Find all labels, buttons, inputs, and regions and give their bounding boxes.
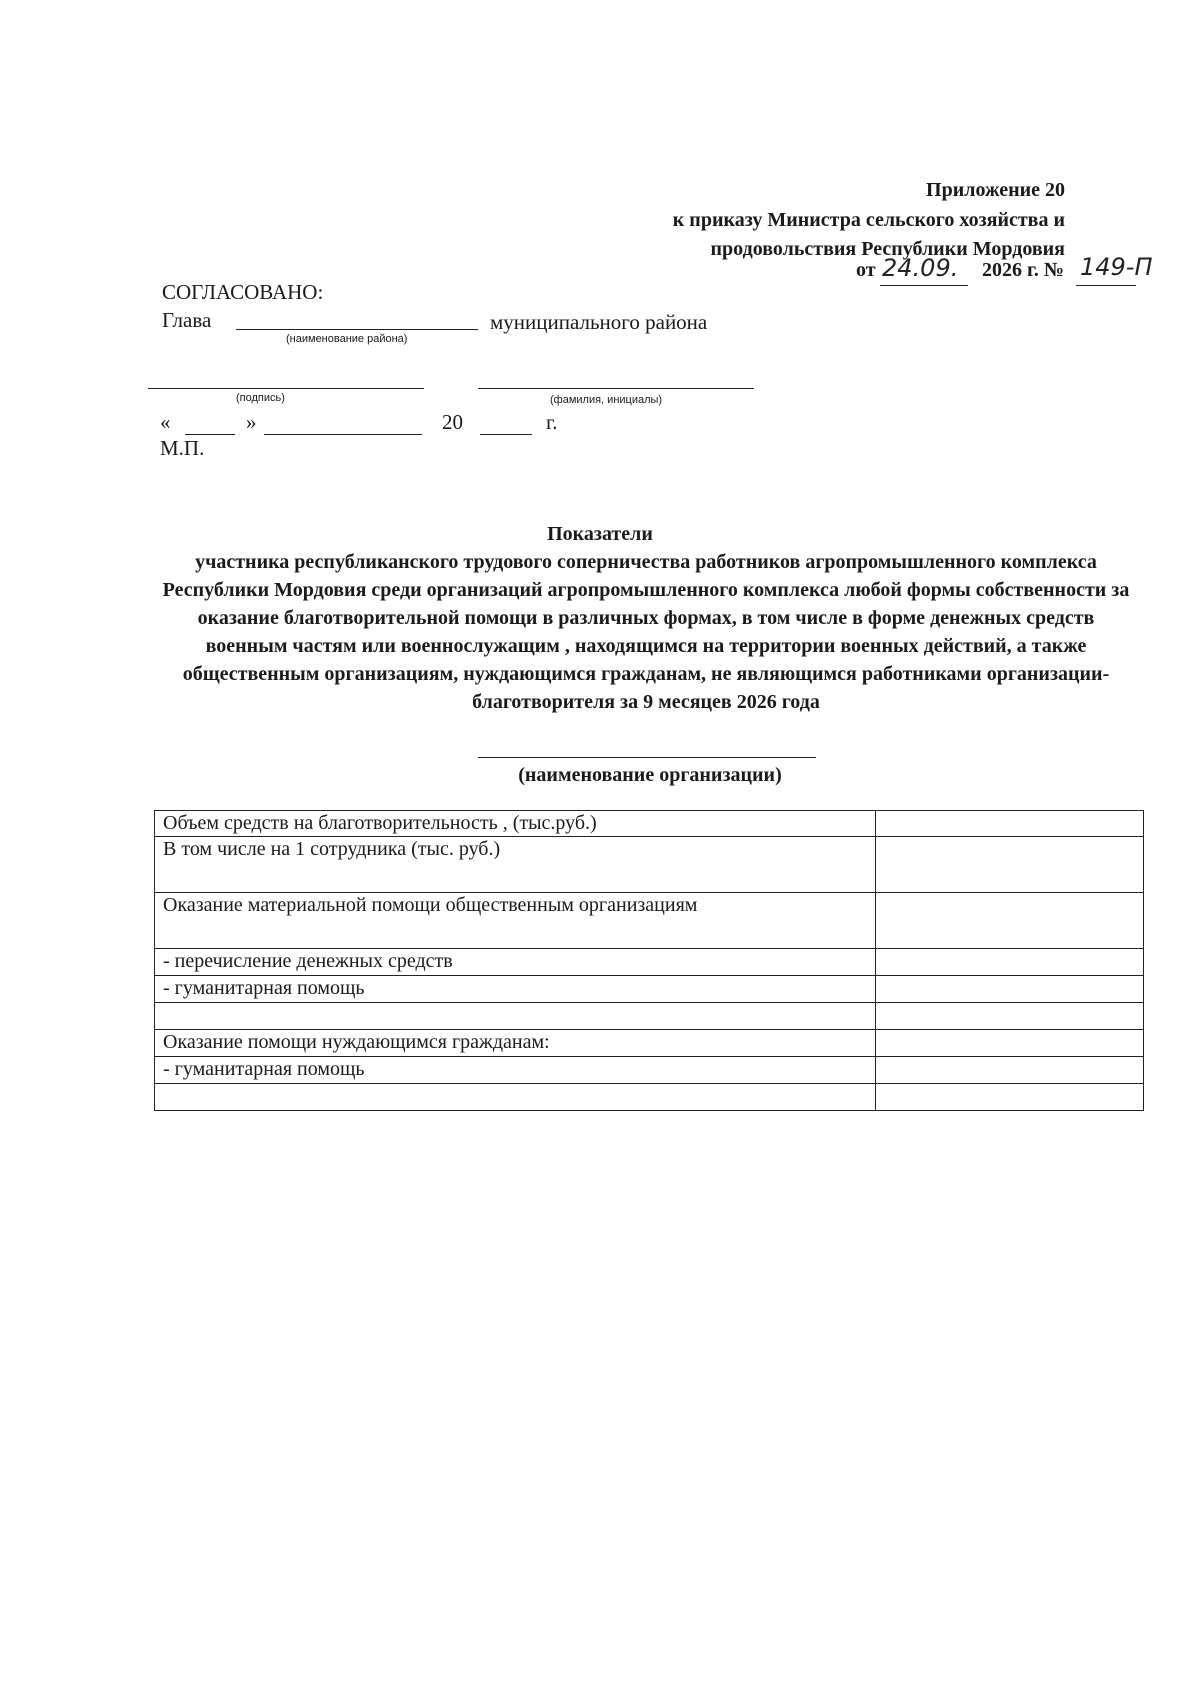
year-prefix: 20 xyxy=(442,410,463,434)
date-quote-close: » xyxy=(246,410,257,434)
table-row xyxy=(155,1003,1144,1030)
name-line xyxy=(478,388,754,389)
year-suffix: г. xyxy=(546,410,558,434)
indicator-label xyxy=(155,1003,876,1030)
table-row xyxy=(155,811,1144,837)
indicator-value[interactable] xyxy=(876,811,1144,837)
table-row xyxy=(155,976,1144,1003)
indicator-label: - гуманитарная помощь xyxy=(155,1057,876,1084)
indicator-label: Объем средств на благотворительность , (тыс.руб.) xyxy=(155,811,876,837)
signature-line xyxy=(148,388,424,389)
number-underline xyxy=(1076,285,1136,286)
indicator-value[interactable] xyxy=(876,1030,1144,1057)
approval-agreed: СОГЛАСОВАНО: xyxy=(162,280,324,304)
indicator-value[interactable] xyxy=(876,949,1144,976)
date-quote-open: « xyxy=(160,410,171,434)
appendix-date-prefix: от xyxy=(856,259,876,281)
month-line xyxy=(264,434,422,435)
name-caption: (фамилия, инициалы) xyxy=(550,394,663,406)
indicator-label: Оказание помощи нуждающимся гражданам: xyxy=(155,1030,876,1057)
indicator-value[interactable] xyxy=(876,1003,1144,1030)
indicator-label: В том числе на 1 сотрудника (тыс. руб.) xyxy=(155,837,876,893)
appendix-year-number: 2026 г. № xyxy=(982,259,1064,281)
indicator-value[interactable] xyxy=(876,893,1144,949)
signature-caption: (подпись) xyxy=(236,392,285,404)
day-line xyxy=(185,434,235,435)
district-suffix: муниципального района xyxy=(490,310,708,334)
table-row xyxy=(155,949,1144,976)
indicator-value[interactable] xyxy=(876,1084,1144,1111)
appendix-title: Приложение 20 xyxy=(926,179,1065,201)
appendix-order-line: к приказу Министра сельского хозяйства и xyxy=(672,209,1065,231)
table-row xyxy=(155,1030,1144,1057)
indicator-value[interactable] xyxy=(876,1057,1144,1084)
organization-caption: (наименование организации) xyxy=(518,764,782,786)
table-row xyxy=(155,893,1144,949)
stamp-place: М.П. xyxy=(160,436,205,460)
approval-head-label: Глава xyxy=(162,308,212,332)
indicator-label xyxy=(155,1084,876,1111)
indicator-label: - перечисление денежных средств xyxy=(155,949,876,976)
indicators-table xyxy=(154,810,1144,1111)
table-row xyxy=(155,1057,1144,1084)
appendix-ministry-line: продовольствия Республики Мордовия xyxy=(710,238,1065,260)
district-caption: (наименование района) xyxy=(286,333,408,345)
district-name-line xyxy=(236,329,478,330)
indicator-label: Оказание материальной помощи общественным организациям xyxy=(155,893,876,949)
date-underline xyxy=(880,285,968,286)
table-row xyxy=(155,1084,1144,1111)
document-heading: Показатели xyxy=(547,523,653,545)
year-line xyxy=(480,434,532,435)
indicator-label: - гуманитарная помощь xyxy=(155,976,876,1003)
handwritten-order-number: 149-П xyxy=(1080,253,1153,281)
document-title-body: участника республиканского трудового соперничества работников агропромышленного комплекса Республики Мордовия среди организаций агропромышленного комплекса любой формы собственности за оказание благотворительной помощи в различных формах, в том числе в форме денежных средств военным частям или военнослужащим , находящимся на территории военных действий, а также общественным организациям, нуждающимся гражданам, не являющимся работниками организации- благотворителя за 9 месяцев 2026 года xyxy=(162,551,1130,713)
organization-name-line xyxy=(478,757,816,758)
indicator-value[interactable] xyxy=(876,837,1144,893)
table-row xyxy=(155,837,1144,893)
indicator-value[interactable] xyxy=(876,976,1144,1003)
handwritten-date: 24.09. xyxy=(882,254,959,282)
